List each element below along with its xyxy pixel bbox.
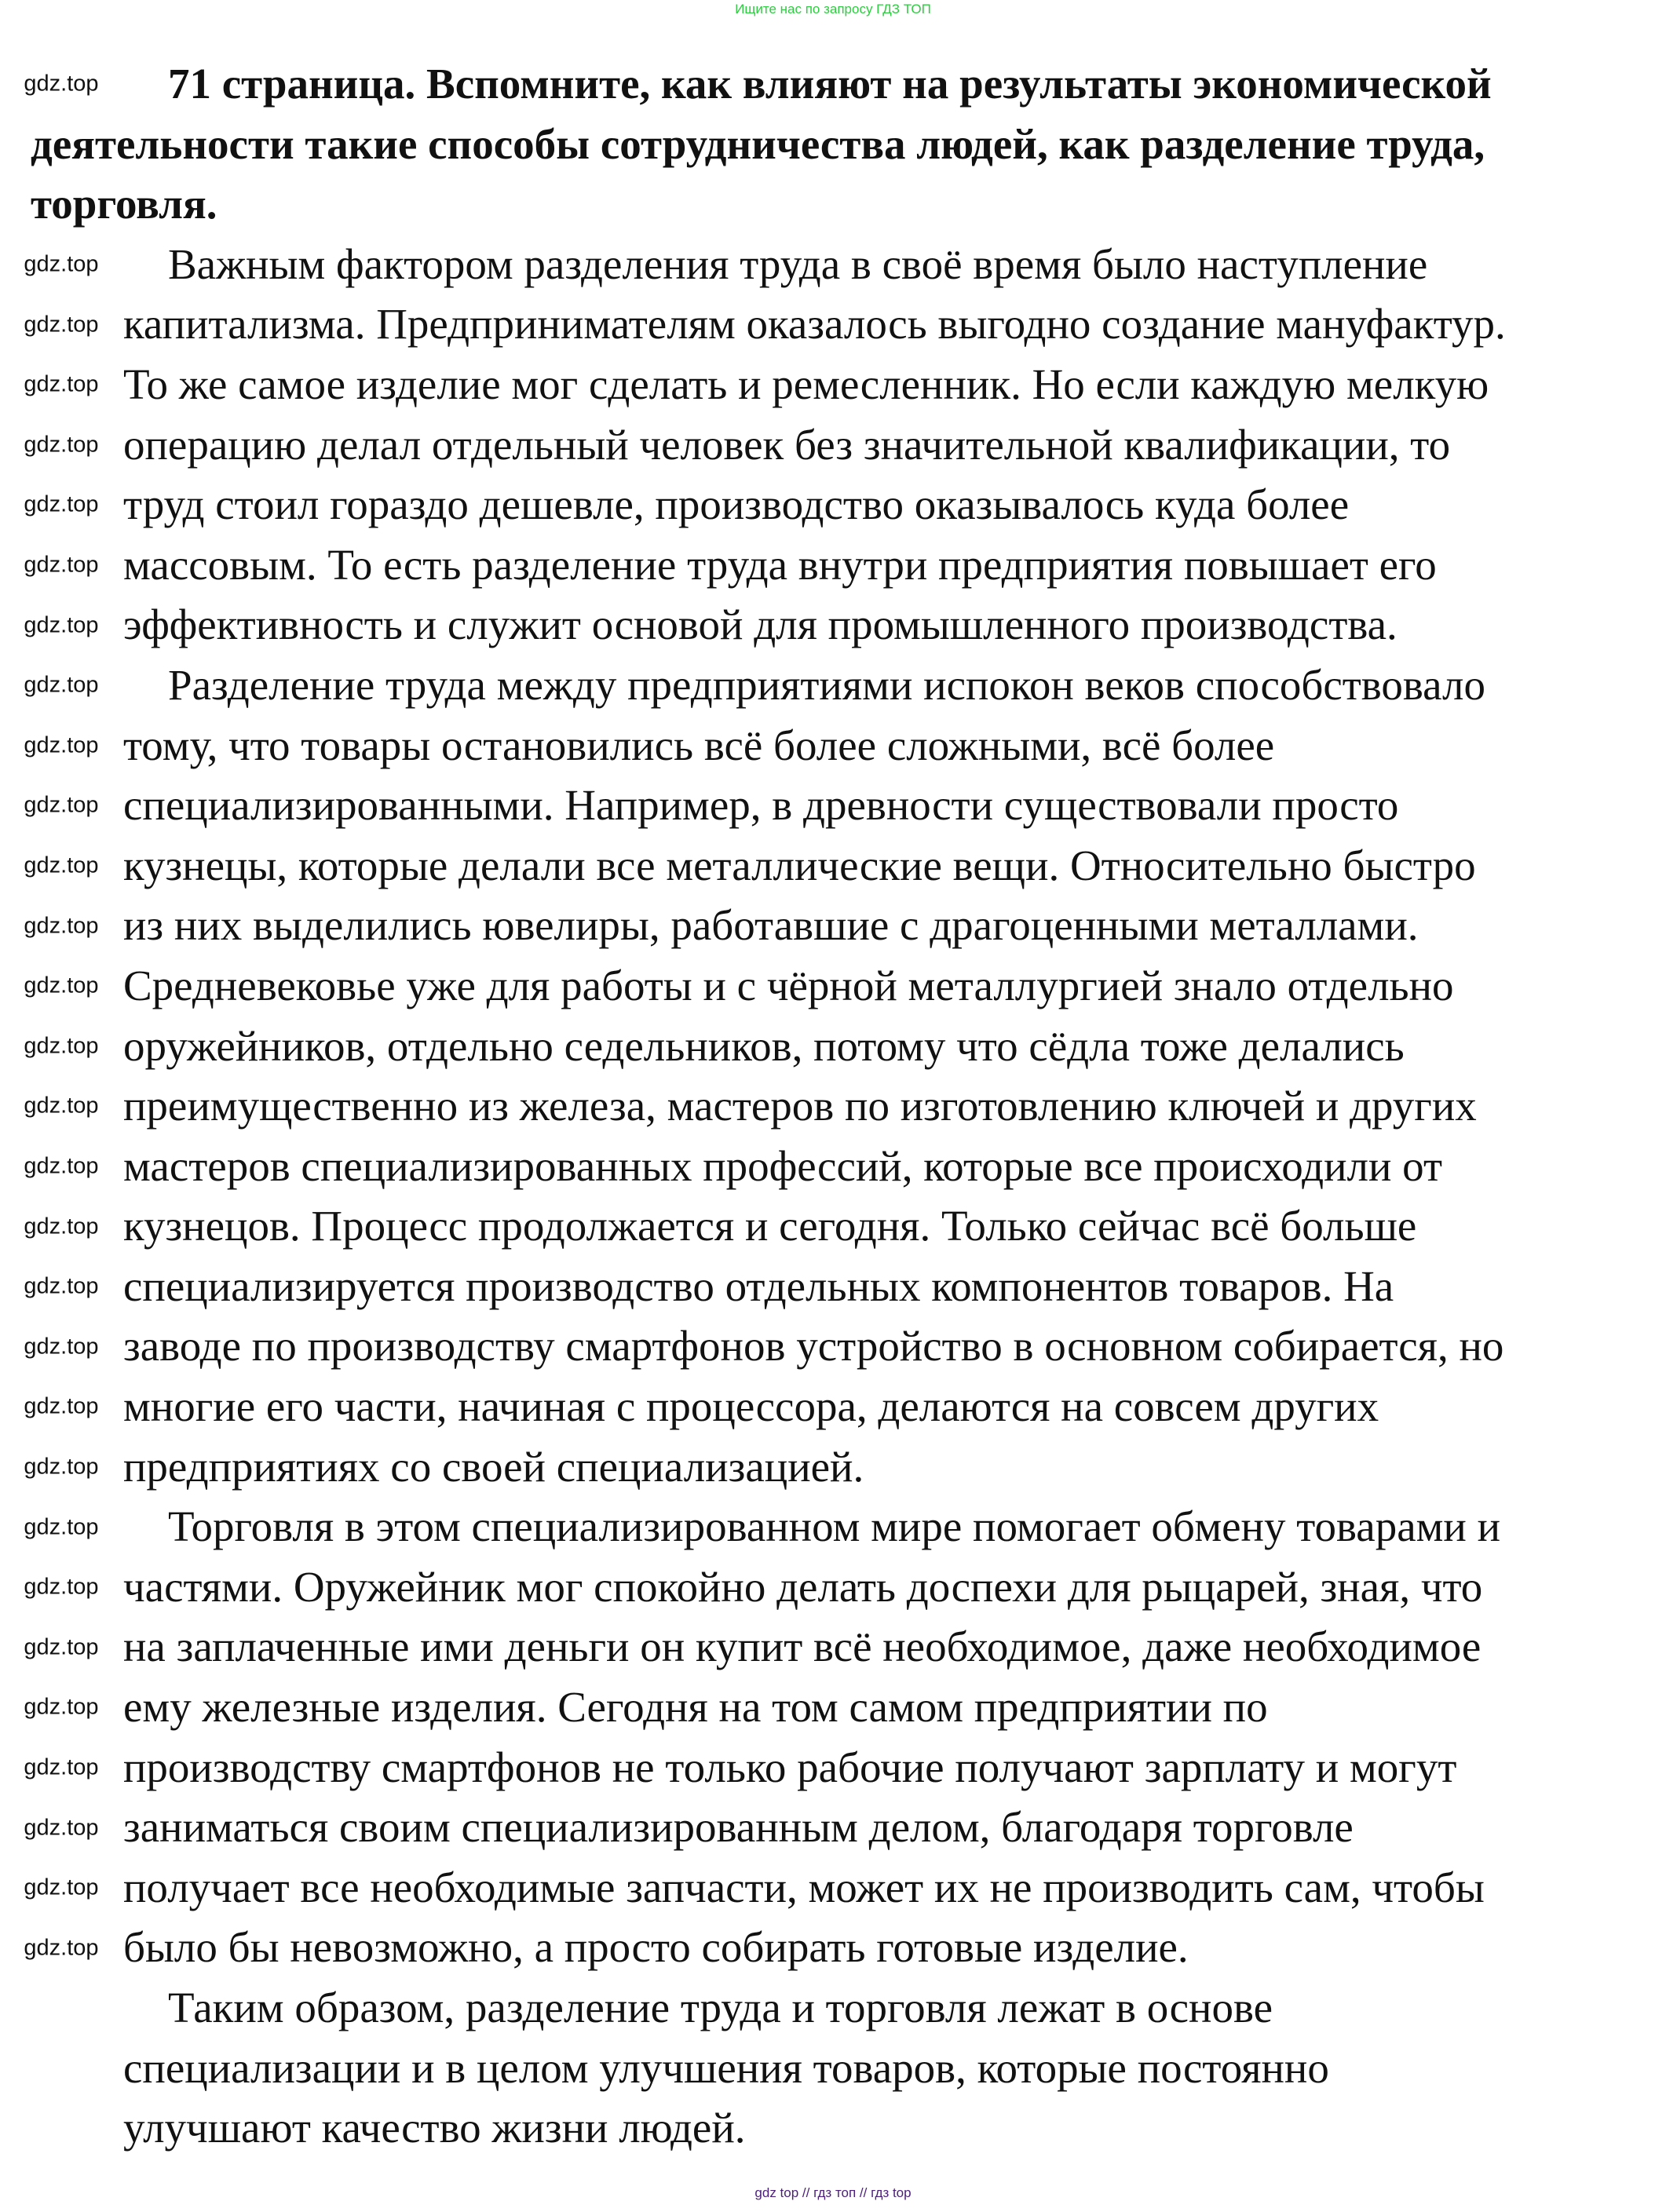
watermark: gdz.top (24, 1634, 99, 1660)
body-line: производству смартфонов не только рабочие получают зарплату и могут (123, 1743, 1457, 1791)
watermark: gdz.top (24, 371, 99, 397)
body-line: Средневековье уже для работы и с чёрной металлургией знало отдельно (123, 961, 1454, 1009)
watermark: gdz.top (24, 432, 99, 458)
watermark: gdz.top (24, 1153, 99, 1179)
body-line: предприятиях со своей специализацией. (123, 1442, 864, 1491)
watermark: gdz.top (24, 312, 99, 338)
watermark: gdz.top (24, 1093, 99, 1119)
body-line: То же самое изделие мог сделать и ремесленник. Но если каждую мелкую (123, 360, 1489, 408)
watermark: gdz.top (24, 1393, 99, 1419)
body-line: капитализма. Предпринимателям оказалось выгодно создание мануфактур. (123, 300, 1506, 349)
watermark: gdz.top (24, 1514, 99, 1540)
body-line: операцию делал отдельный человек без значительной квалификации, то (123, 420, 1451, 469)
body-line: заниматься своим специализированным делом, благодаря торговле (123, 1803, 1354, 1852)
body-line: многие его части, начиная с процессора, делаются на совсем других (123, 1382, 1379, 1431)
body-line: кузнецов. Процесс продолжается и сегодня. Только сейчас всё больше (123, 1202, 1417, 1250)
watermark: gdz.top (24, 1935, 99, 1961)
watermark: gdz.top (24, 1334, 99, 1360)
body-line: было бы невозможно, а просто собирать готовые изделие. (123, 1923, 1189, 1972)
search-banner: Ищите нас по запросу ГДЗ ТОП (735, 2, 931, 16)
title-line: торговля. (31, 180, 217, 228)
watermark: gdz.top (24, 1694, 99, 1720)
watermark: gdz.top (24, 732, 99, 758)
watermark: gdz.top (24, 792, 99, 818)
watermark: gdz.top (24, 612, 99, 638)
body-line: Торговля в этом специализированном мире помогает обмену товарами и (168, 1502, 1501, 1551)
watermark: gdz.top (24, 973, 99, 998)
watermark: gdz.top (24, 1214, 99, 1239)
document-text (0, 54, 1666, 2159)
body-line: ему железные изделия. Сегодня на том самом предприятии по (123, 1683, 1268, 1732)
watermark: gdz.top (24, 491, 99, 517)
body-line: улучшают качество жизни людей. (123, 2104, 746, 2152)
body-line: получает все необходимые запчасти, может их не производить сам, чтобы (123, 1863, 1485, 1911)
watermark: gdz.top (24, 1273, 99, 1299)
watermark: gdz.top (24, 913, 99, 939)
body-line: специализации и в целом улучшения товаров, которые постоянно (123, 2043, 1329, 2092)
body-line: Важным фактором разделения труда в своё время было наступление (168, 239, 1428, 288)
body-line: мастеров специализированных профессий, которые все происходили от (123, 1141, 1442, 1190)
body-line: из них выделились ювелиры, работавшие с драгоценными металлами. (123, 901, 1419, 950)
body-line: заводе по производству смартфонов устройство в основном собирается, но (123, 1322, 1504, 1371)
body-line: преимущественно из железа, мастеров по изготовлению ключей и других (123, 1082, 1477, 1130)
body-line: кузнецы, которые делали все металлические вещи. Относительно быстро (123, 841, 1476, 889)
watermark: gdz.top (24, 1754, 99, 1780)
watermark: gdz.top (24, 71, 99, 97)
watermark: gdz.top (24, 1454, 99, 1480)
body-line: Таким образом, разделение труда и торговля лежат в основе (168, 1984, 1273, 2031)
watermark: gdz.top (24, 552, 99, 578)
body-line: оружейников, отдельно седельников, потому что сёдла тоже делались (123, 1021, 1405, 1070)
body-line: тому, что товары остановились всё более сложными, всё более (123, 721, 1275, 769)
body-line: специализируется производство отдельных компонентов товаров. На (123, 1261, 1394, 1310)
watermark: gdz.top (24, 672, 99, 698)
title-line: 71 страница. Вспомните, как влияют на результаты экономической (168, 60, 1492, 108)
watermark: gdz.top (24, 1874, 99, 1900)
footer-banner: gdz top // гдз топ // гдз top (754, 2185, 912, 2200)
title-line: деятельности такие способы сотрудничества людей, как разделение труда, (31, 119, 1485, 168)
body-line: труд стоил гораздо дешевле, производство оказывалось куда более (123, 480, 1350, 529)
body-line: на заплаченные ими деньги он купит всё необходимое, даже необходимое (123, 1622, 1481, 1671)
watermark: gdz.top (24, 1574, 99, 1600)
watermark: gdz.top (24, 1815, 99, 1841)
body-line: специализированными. Например, в древности существовали просто (123, 781, 1399, 830)
watermark: gdz.top (24, 852, 99, 878)
watermark: gdz.top (24, 251, 99, 277)
body-line: Разделение труда между предприятиями испокон веков способствовало (168, 660, 1485, 709)
body-line: эффективность и служит основой для промышленного производства. (123, 600, 1397, 649)
body-line: частями. Оружейник мог спокойно делать доспехи для рыцарей, зная, что (123, 1562, 1483, 1611)
body-line: массовым. То есть разделение труда внутри предприятия повышает его (123, 540, 1437, 589)
watermark: gdz.top (24, 1033, 99, 1059)
